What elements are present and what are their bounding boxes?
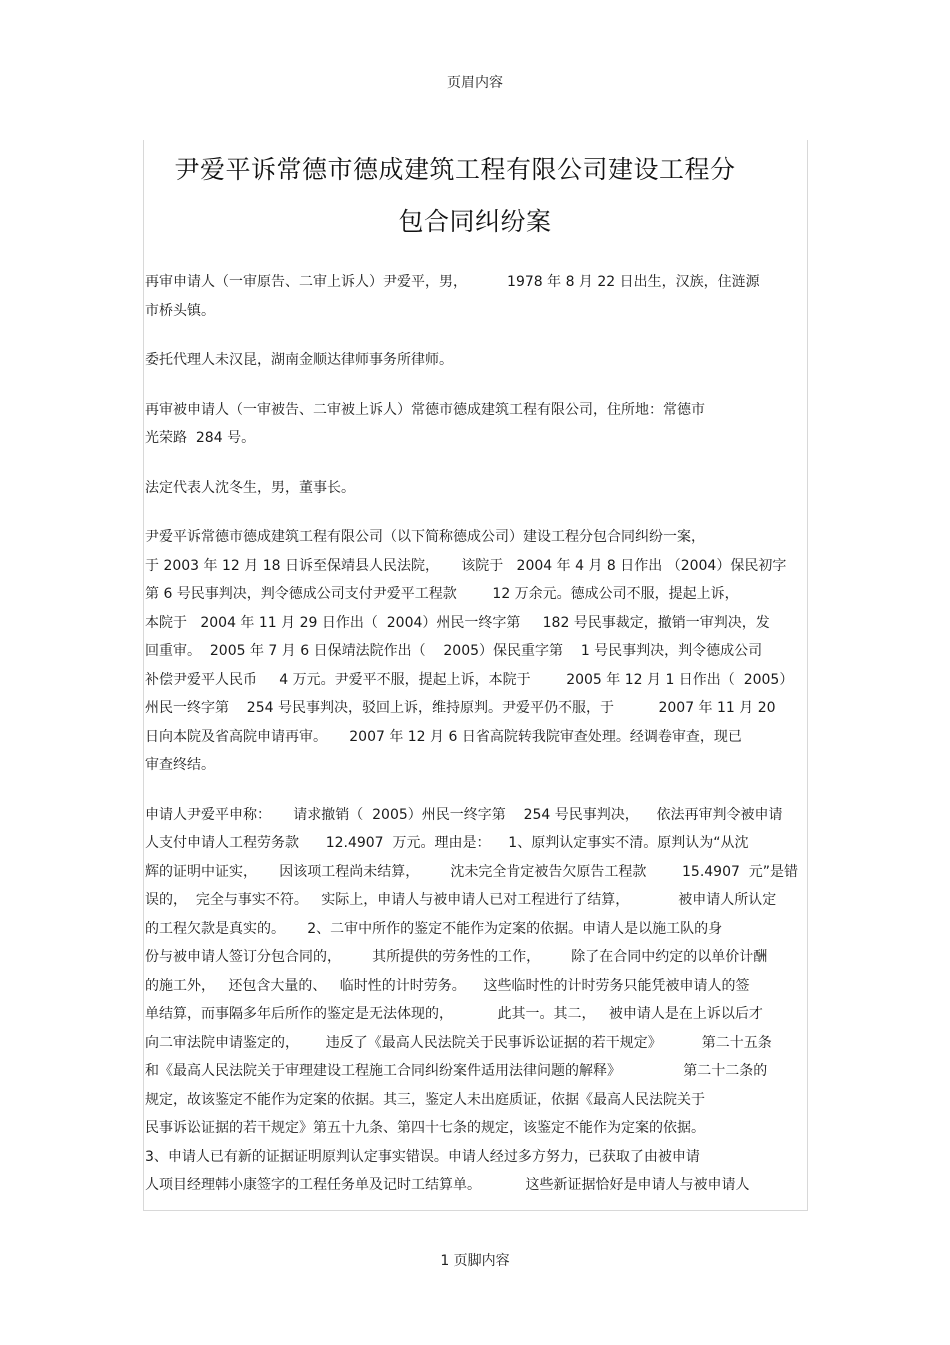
paragraph-line: 辉的证明中证实， 因该项工程尚未结算， 沈未完全肯定被告欠原告工程款 15.4907 元”是错 <box>145 863 799 880</box>
paragraph-line: 补偿尹爱平人民币 4 万元。尹爱平不服，提起上诉，本院于 2005 年 12 月 1 日作出（ 2005） <box>145 671 794 688</box>
paragraph-line: 3、申请人已有新的证据证明原判认定事实错误。申请人经过多方努力，已获取了由被申请 <box>145 1148 700 1165</box>
paragraph <box>145 801 807 1200</box>
paragraph-line: 再审申请人（一审原告、二审上诉人）尹爱平，男， 1978 年 8 月 22 日出生，汉族，住涟源 <box>145 274 760 290</box>
paragraph-line: 份与被申请人签订分包合同的， 其所提供的劳务性的工作， 除了在合同中约定的以单价计酬 <box>145 949 768 965</box>
document-body <box>145 268 807 1221</box>
paragraph-line: 光荣路 284 号。 <box>145 430 256 446</box>
paragraph-line: 误的， 完全与事实不符。 实际上，申请人与被申请人已对工程进行了结算， 被申请人所认定 <box>145 892 777 908</box>
paragraph-line: 再审被申请人（一审被告、二审被上诉人）常德市德成建筑工程有限公司，住所地：常德市 <box>145 401 705 418</box>
paragraph-line: 法定代表人沈冬生，男，董事长。 <box>145 479 355 496</box>
paragraph <box>145 396 807 453</box>
paragraph-line: 民事诉讼证据的若干规定》第五十九条、第四十七条的规定，该鉴定不能作为定案的依据。 <box>145 1120 705 1136</box>
paragraph-line: 的工程欠款是真实的。 2、二审中所作的鉴定不能作为定案的依据。申请人是以施工队的身 <box>145 920 723 937</box>
paragraph <box>145 268 807 325</box>
paragraph-line: 州民一终字第 254 号民事判决，驳回上诉，维持原判。尹爱平仍不服，于 2007 年 11 月 20 <box>145 700 776 716</box>
page-header: 页眉内容 <box>447 75 503 91</box>
paragraph-line: 审查终结。 <box>145 757 215 773</box>
paragraph-line: 和《最高人民法院关于审理建设工程施工合同纠纷案件适用法律问题的解释》 第二十二条的 <box>145 1063 768 1079</box>
paragraph-line: 委托代理人未汉昆，湖南金顺达律师事务所律师。 <box>145 352 453 368</box>
document-title-line-2: 包合同纠纷案 <box>398 207 552 236</box>
paragraph <box>145 523 807 780</box>
paragraph-line: 尹爱平诉常德市德成建筑工程有限公司（以下简称德成公司）建设工程分包合同纠纷一案， <box>145 529 705 545</box>
paragraph-line: 的施工外， 还包含大量的、 临时性的计时劳务。 这些临时性的计时劳务只能凭被申请人的签 <box>145 977 750 994</box>
paragraph <box>145 474 807 503</box>
paragraph-line: 单结算，而事隔多年后所作的鉴定是无法体现的， 此其一。其二， 被申请人是在上诉以后才 <box>145 1006 763 1022</box>
paragraph <box>145 346 807 375</box>
paragraph-line: 回重审。 2005 年 7 月 6 日保靖法院作出（ 2005）保民重字第 1 号民事判决，判令德成公司 <box>145 643 763 659</box>
paragraph-line: 申请人尹爱平申称： 请求撤销（ 2005）州民一终字第 254 号民事判决， 依法再审判令被申请 <box>145 806 783 823</box>
paragraph-line: 向二审法院申请鉴定的， 违反了《最高人民法院关于民事诉讼证据的若干规定》 第二十五条 <box>145 1034 772 1051</box>
document-title-line-1: 尹爱平诉常德市德成建筑工程有限公司建设工程分 <box>174 155 736 184</box>
paragraph-line: 于 2003 年 12 月 18 日诉至保靖县人民法院， 该院于 2004 年 4 月 8 日作出 （2004）保民初字 <box>145 557 787 574</box>
paragraph-line: 规定，故该鉴定不能作为定案的依据。其三，鉴定人未出庭质证，依据《最高人民法院关于 <box>145 1091 705 1108</box>
paragraph-line: 市桥头镇。 <box>145 302 215 319</box>
paragraph-line: 日向本院及省高院申请再审。 2007 年 12 月 6 日省高院转我院审查处理。经调卷审查，现已 <box>145 728 742 745</box>
paragraph-line: 本院于 2004 年 11 月 29 日作出（ 2004）州民一终字第 182 号民事裁定，撤销一审判决，发 <box>145 614 770 631</box>
page-footer: 1 页脚内容 <box>440 1253 510 1269</box>
paragraph-line: 第 6 号民事判决，判令德成公司支付尹爱平工程款 12 万余元。德成公司不服，提起上诉， <box>145 586 739 602</box>
paragraph-line: 人支付申请人工程劳务款 12.4907 万元。理由是： 1、原判认定事实不清。原判认为“从沈 <box>145 835 749 851</box>
paragraph-line: 人项目经理韩小康签字的工程任务单及记时工结算单。 这些新证据恰好是申请人与被申请人 <box>145 1177 750 1193</box>
